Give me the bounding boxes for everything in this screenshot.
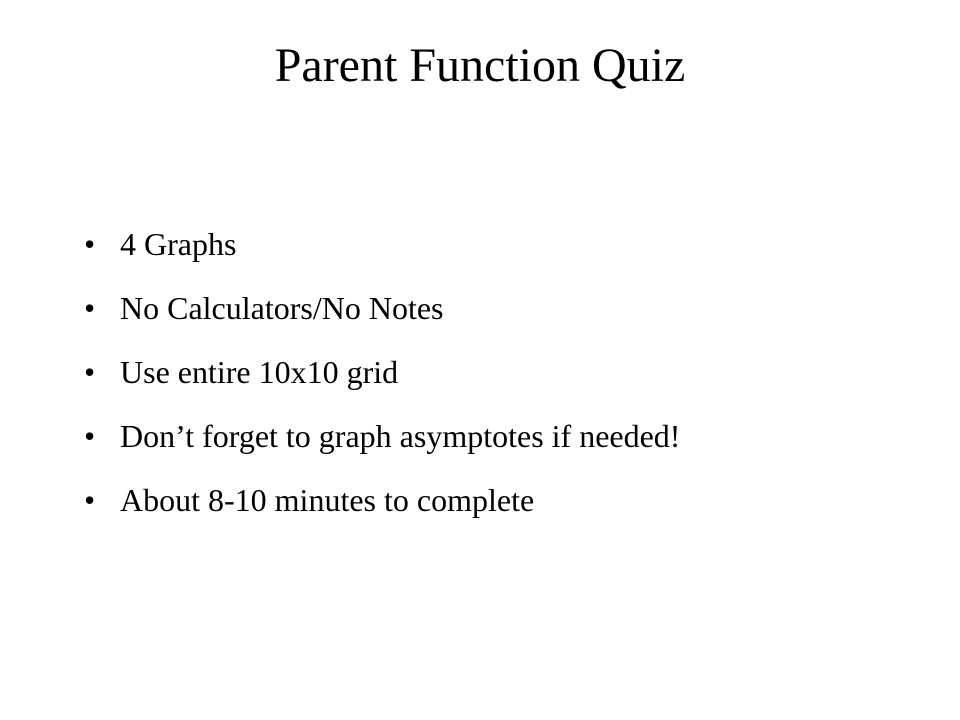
bullet-icon: • xyxy=(84,354,96,390)
bullet-item xyxy=(84,276,904,340)
bullet-icon: • xyxy=(84,226,96,262)
bullet-item xyxy=(84,340,904,404)
bullet-icon: • xyxy=(84,418,96,454)
bullet-item xyxy=(84,212,904,276)
bullet-text: No Calculators/No Notes xyxy=(120,290,444,326)
bullet-item xyxy=(84,468,904,532)
bullet-text: Don’t forget to graph asymptotes if needed! xyxy=(120,418,681,454)
bullet-list xyxy=(84,212,904,532)
bullet-item xyxy=(84,404,904,468)
bullet-text: Use entire 10x10 grid xyxy=(120,354,399,390)
slide-title: Parent Function Quiz xyxy=(274,39,686,92)
bullet-text: About 8-10 minutes to complete xyxy=(120,482,535,518)
bullet-icon: • xyxy=(84,290,96,326)
bullet-icon: • xyxy=(84,482,96,518)
bullet-text: 4 Graphs xyxy=(120,226,237,262)
